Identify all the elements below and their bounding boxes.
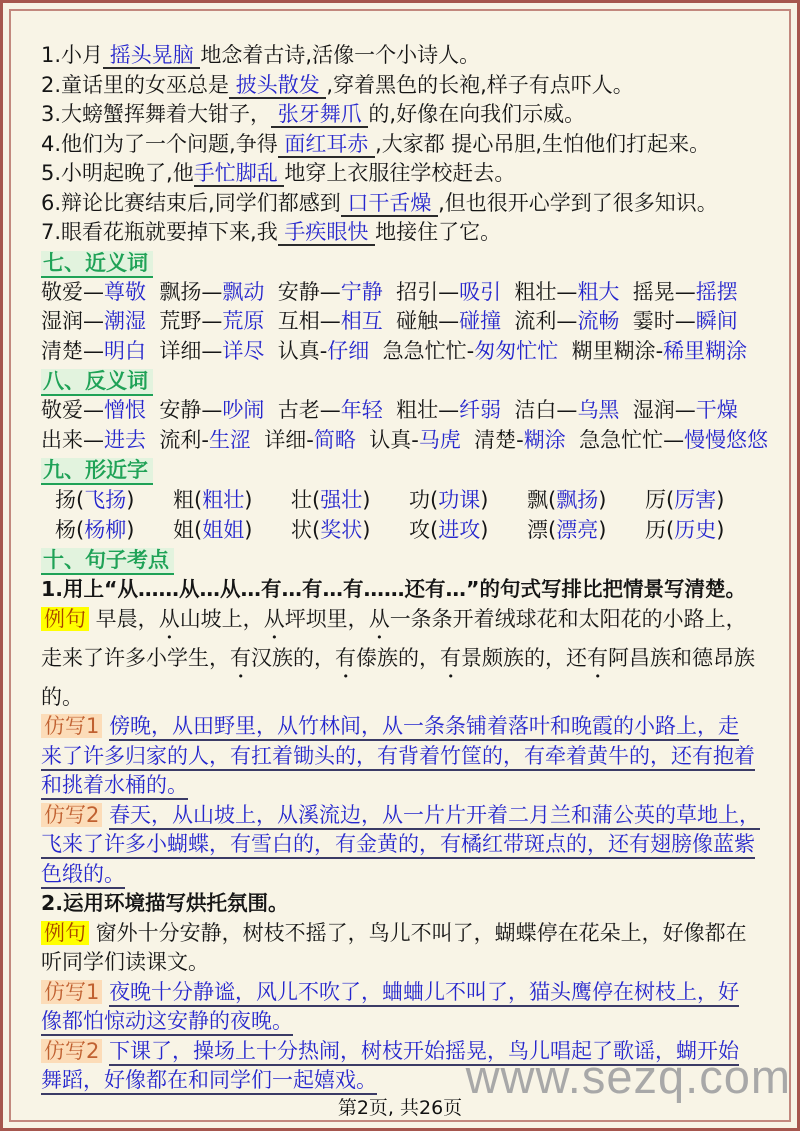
section-header (41, 366, 769, 396)
char-cell-text: 历( (645, 518, 675, 542)
text-segment: 坪坝里， (284, 606, 369, 631)
imitate-label: 仿写2 (41, 1039, 102, 1063)
text-segment: 古老— (264, 398, 341, 422)
char-cell-text: 姐姐 (202, 518, 245, 542)
char-cell (291, 485, 409, 515)
char-cell (527, 515, 645, 545)
sentence-line (41, 218, 769, 248)
text-segment: 听同学们读课文。 (41, 950, 209, 974)
text-segment: 明白 (104, 338, 146, 363)
text-segment: 走来了许多小学生， (41, 645, 230, 670)
example-label: 例句 (41, 921, 89, 945)
section-header-text: 八、反义词 (41, 369, 153, 396)
text-segment: 的。 (41, 684, 83, 709)
text-segment: 流利— (501, 309, 578, 333)
text-segment: 慢慢悠悠 (684, 427, 769, 452)
char-cell-text: 功( (409, 488, 439, 512)
text-segment: 急急忙忙- (369, 338, 475, 363)
text-segment: 的,好像在向我们示威。 (368, 102, 586, 126)
char-cell-text: 壮( (291, 488, 321, 512)
text-segment: 马虎 (418, 427, 461, 452)
fill-blank-answer: 张牙舞爪 (271, 102, 369, 126)
example-line (41, 605, 769, 644)
char-compare-row (41, 485, 769, 515)
bold-note (41, 575, 769, 605)
char-cell (55, 515, 173, 545)
text-segment: 稀里糊涂 (663, 338, 748, 363)
imitate-line (41, 1066, 769, 1096)
char-cell-text: ) (362, 518, 371, 542)
text-segment: 急急忙忙— (565, 427, 685, 452)
text-segment: 窗外十分安静，树枝不摇了，鸟儿不叫了，蝴蝶停在花朵上，好像都在 (89, 920, 747, 945)
text-segment: 像都怕惊动这安静的夜晚。 (41, 1009, 293, 1036)
text-segment: 安静— (146, 398, 223, 422)
imitate-line (41, 860, 769, 890)
sentence-line (41, 41, 769, 71)
char-cell-text: ) (244, 488, 253, 512)
text-segment: ,但也很开心学到了很多知识。 (438, 190, 718, 215)
text-segment: 色缎的。 (41, 862, 125, 889)
text-segment: 宁静 (340, 279, 383, 304)
char-cell (55, 485, 173, 515)
text-segment: 互相— (264, 309, 341, 333)
imitate-line (41, 712, 769, 742)
char-cell-text: ) (126, 488, 135, 512)
text-segment: 1.用上“从……从…从…有…有…有……还有…”的句式写排比把情景写清楚。 (41, 577, 746, 601)
text-segment: 还 (566, 645, 587, 670)
text-segment: 粗壮— (501, 279, 578, 304)
text-segment: 糊涂 (523, 427, 566, 452)
text-segment: 简略 (313, 427, 356, 452)
text-segment: 敬爱— (41, 279, 104, 304)
char-cell (173, 485, 291, 515)
text-segment: 早晨， (89, 606, 159, 631)
sentence-line (41, 159, 769, 189)
fill-blank-answer: 摇头晃脑 (103, 43, 201, 67)
text-segment: 荒原 (222, 309, 265, 333)
text-segment: 地念着古诗,活像一个小诗人。 (200, 43, 481, 67)
text-segment: 有 (335, 645, 356, 670)
char-cell-text: ) (480, 488, 489, 512)
section-header-text: 七、近义词 (41, 251, 153, 278)
text-segment: 尊敬 (104, 279, 146, 304)
text-segment: 1.小月 (41, 43, 104, 67)
imitate-line (41, 742, 769, 772)
char-cell-text: 扬( (55, 488, 85, 512)
text-segment: 相互 (340, 309, 383, 333)
imitate-line (41, 1007, 769, 1037)
char-cell-text: 奖状 (320, 518, 363, 542)
text-segment: 下课了，操场上十分热闹，树枝开始摇晃，鸟儿唱起了歌谣，蝴开始 (109, 1039, 739, 1066)
text-segment: ,大家都 提心吊胆,生怕他们打起来。 (375, 131, 711, 156)
sentence-line (41, 100, 769, 130)
example-line (41, 644, 769, 683)
text-segment: 详细— (146, 338, 223, 363)
example-label: 例句 (41, 607, 89, 631)
char-cell (409, 515, 527, 545)
text-segment: 纤弱 (459, 398, 502, 422)
char-cell-text: 姐( (173, 518, 203, 542)
char-cell (527, 485, 645, 515)
char-cell-text: 历史 (674, 518, 717, 542)
text-segment: 吸引 (459, 279, 502, 304)
text-segment: 5.小明起晚了,他 (41, 161, 194, 185)
imitate-line (41, 830, 769, 860)
text-segment: ,穿着黑色的长袍,样子有点吓人。 (326, 72, 634, 97)
text-segment: 认真- (355, 427, 419, 452)
char-cell (645, 515, 763, 545)
char-cell-text: 漂亮 (556, 518, 599, 542)
char-cell-text: ) (480, 518, 489, 542)
text-segment: 详细- (250, 427, 314, 452)
bold-note (41, 889, 769, 919)
char-cell-text: 攻( (409, 518, 439, 542)
char-cell-text: ) (244, 518, 253, 542)
char-cell-text: 杨柳 (84, 518, 127, 542)
char-cell-text: 强壮 (320, 488, 363, 512)
text-segment: 3.大螃蟹挥舞着大钳子， (41, 102, 272, 126)
text-segment: 潮湿 (104, 309, 146, 333)
char-cell-text: 杨( (55, 518, 85, 542)
text-segment: 傍晚，从田野里，从竹林间，从一条条铺着落叶和晚霞的小路上，走 (109, 714, 739, 741)
text-segment: 山坡上， (179, 606, 264, 631)
page-number: 第2页, 共26页 (337, 1097, 463, 1119)
text-segment: 出来— (41, 427, 104, 452)
text-segment: 瞬间 (695, 309, 738, 333)
char-cell-text: 进攻 (438, 518, 481, 542)
text-segment: 2.运用环境描写烘托氛围。 (41, 891, 289, 915)
char-cell (409, 485, 527, 515)
text-segment: 从 (263, 606, 285, 631)
text-segment: 干燥 (695, 398, 738, 422)
text-segment: 来了许多归家的人，有扛着锄头的，有背着竹筐的，有牵着黄牛的，还有抱着 (41, 744, 755, 771)
text-segment: 从 (368, 606, 390, 631)
example-line (41, 948, 769, 978)
text-segment: 地穿上衣服往学校赶去。 (284, 161, 516, 185)
char-cell-text: ) (598, 488, 607, 512)
fill-blank-answer: 面红耳赤 (277, 131, 376, 156)
text-segment: 7.眼看花瓶就要掉下来,我 (41, 220, 278, 244)
section-header (41, 455, 769, 485)
fill-blank-answer: 手忙脚乱 (193, 161, 285, 185)
char-cell (291, 515, 409, 545)
char-cell-text: ) (362, 488, 371, 512)
char-cell-text: 飘( (527, 488, 557, 512)
text-segment: 详尽 (222, 338, 265, 363)
text-segment: 春天，从山坡上，从溪流边，从一片片开着二月兰和蒲公英的草地上， (109, 803, 760, 830)
text-segment: 景颇族的， (461, 645, 566, 670)
section-header (41, 545, 769, 575)
text-segment: 敬爱— (41, 398, 104, 422)
text-segment: 湿润— (41, 309, 104, 333)
text-segment: 和挑着水桶的。 (41, 773, 188, 800)
section-header-text: 九、形近字 (41, 458, 153, 485)
imitate-line (41, 771, 769, 801)
text-segment: 清楚- (460, 427, 524, 452)
char-cell-text: 厉害 (674, 488, 717, 512)
text-segment: 2.童话里的女巫总是 (41, 72, 230, 97)
text-segment: 地接住了它。 (375, 220, 502, 244)
sentence-line (41, 130, 769, 160)
char-cell (173, 515, 291, 545)
char-compare-row (41, 515, 769, 545)
example-line (41, 919, 769, 949)
text-segment: 匆匆忙忙 (474, 338, 559, 363)
text-segment: 汉族的， (251, 645, 335, 670)
text-segment: 飘动 (222, 279, 265, 304)
word-pairs-line (41, 426, 769, 456)
text-segment: 6.辩论比赛结束后,同学们都感到 (41, 190, 341, 215)
text-segment: 吵闹 (222, 398, 265, 422)
text-segment: 一条条开着绒球花和太阳花的小路上， (389, 606, 747, 631)
text-segment: 粗壮— (382, 398, 460, 422)
text-segment: 湿润— (619, 398, 696, 422)
text-segment: 霎时— (619, 309, 696, 333)
text-segment: 进去 (104, 427, 146, 452)
text-segment: 飘扬— (146, 279, 223, 304)
section-header (41, 248, 769, 278)
imitate-line (41, 978, 769, 1008)
watermark: www.sezq.com (465, 1050, 791, 1103)
fill-blank-answer: 披头散发 (229, 72, 327, 97)
char-cell-text: ) (716, 488, 725, 512)
text-segment: 流畅 (577, 309, 620, 333)
text-segment: 碰触— (382, 309, 460, 333)
content (41, 41, 769, 1096)
word-pairs-line (41, 278, 769, 308)
example-line (41, 683, 769, 713)
char-cell (645, 485, 763, 515)
text-segment: 傣族的， (356, 645, 440, 670)
char-cell-text: 飞扬 (84, 488, 127, 512)
char-cell-text: 状( (291, 518, 321, 542)
imitate-line (41, 801, 769, 831)
char-cell-text: ) (598, 518, 607, 542)
word-pairs-line (41, 337, 769, 367)
text-segment: 碰撞 (459, 309, 502, 333)
text-segment: 摇晃— (619, 279, 696, 304)
text-segment: 摇摆 (695, 279, 738, 304)
text-segment: 年轻 (340, 398, 383, 422)
text-segment: 舞蹈，好像都在和同学们一起嬉戏。 (41, 1068, 377, 1095)
char-cell-text: 厉( (645, 488, 675, 512)
imitate-label: 仿写1 (41, 980, 102, 1004)
text-segment: 有 (440, 645, 461, 670)
char-cell-text: ) (126, 518, 135, 542)
text-segment: 有 (587, 645, 608, 670)
sentence-line (41, 189, 769, 219)
text-segment: 糊里糊涂- (558, 338, 664, 363)
section-header-text: 十、句子考点 (41, 548, 174, 575)
text-segment: 流利- (146, 427, 209, 452)
imitate-line (41, 1037, 769, 1067)
text-segment: 认真- (264, 338, 328, 363)
text-segment: 憎恨 (104, 398, 146, 422)
char-cell-text: 漂( (527, 518, 557, 542)
fill-blank-answer: 手疾眼快 (277, 220, 376, 244)
char-cell-text: ) (716, 518, 725, 542)
text-segment: 有 (230, 645, 251, 670)
text-segment: 粗大 (577, 279, 620, 304)
text-segment: 飞来了许多小蝴蝶，有雪白的，有金黄的，有橘红带斑点的，还有翅膀像蓝紫 (41, 832, 755, 859)
text-segment: 阿昌族和德昂族 (608, 645, 755, 670)
imitate-label: 仿写2 (41, 803, 102, 827)
char-cell-text: 粗壮 (202, 488, 245, 512)
char-cell-text: 粗( (173, 488, 203, 512)
imitate-label: 仿写1 (41, 714, 102, 738)
char-cell-text: 功课 (438, 488, 481, 512)
text-segment: 夜晚十分静谧，风儿不吹了，蛐蛐儿不叫了，猫头鹰停在树枝上，好 (109, 980, 739, 1007)
text-segment: 从 (158, 606, 180, 631)
text-segment: 洁白— (501, 398, 578, 422)
text-segment: 生涩 (208, 427, 251, 452)
text-segment: 乌黑 (577, 398, 620, 422)
char-cell-text: 飘扬 (556, 488, 599, 512)
sentence-line (41, 71, 769, 101)
text-segment: 4.他们为了一个问题,争得 (41, 131, 278, 156)
text-segment: 清楚— (41, 338, 104, 363)
text-segment: 安静— (264, 279, 341, 304)
fill-blank-answer: 口干舌燥 (340, 190, 439, 215)
word-pairs-line (41, 396, 769, 426)
text-segment: 荒野— (146, 309, 223, 333)
word-pairs-line (41, 307, 769, 337)
text-segment: 招引— (382, 279, 460, 304)
text-segment: 仔细 (327, 338, 370, 363)
